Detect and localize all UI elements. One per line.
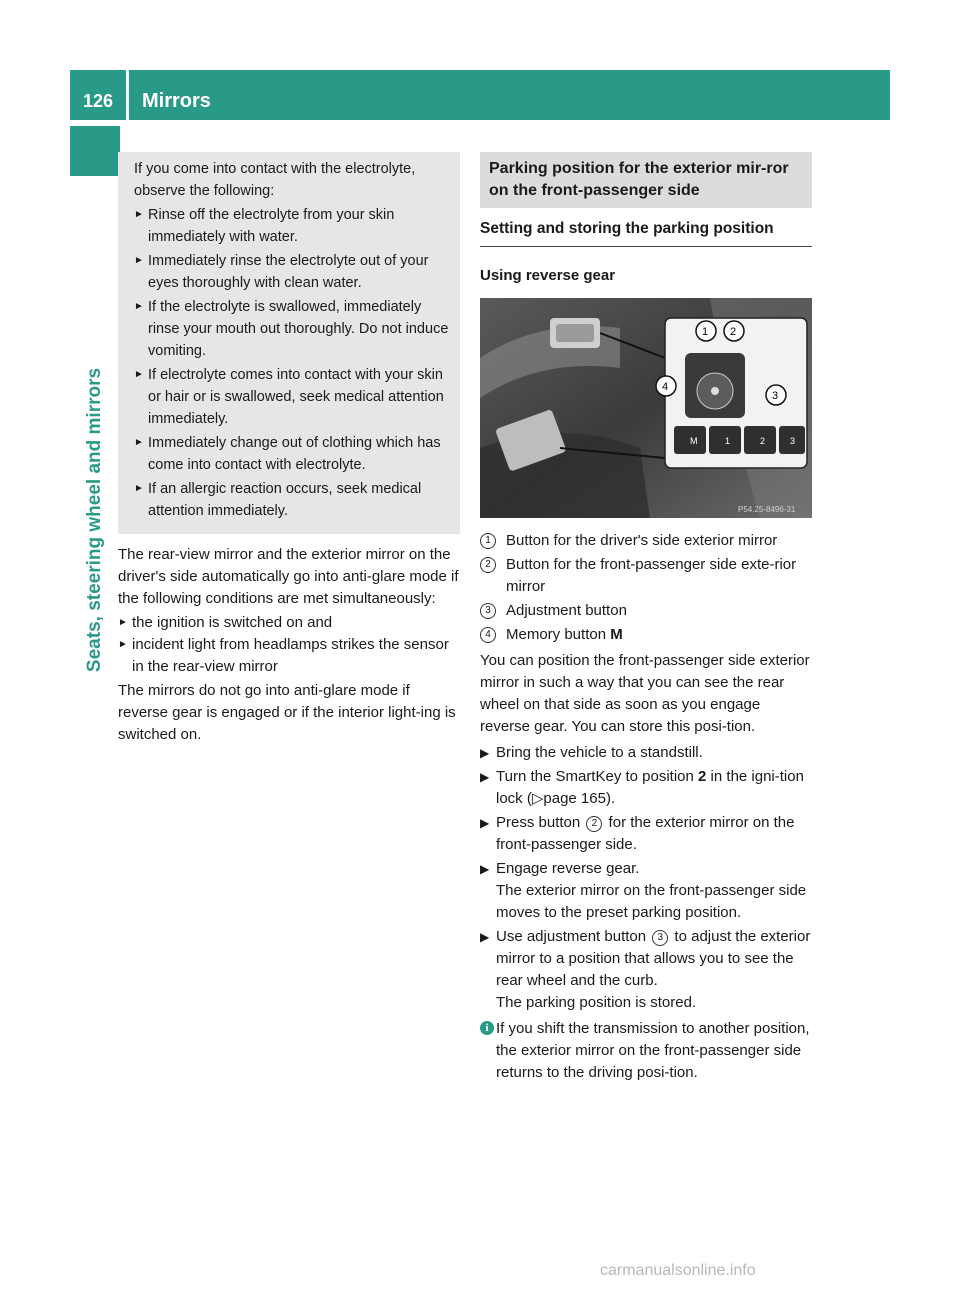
door-panel-figure <box>480 298 812 518</box>
info-note: i If you shift the transmission to another position, the exterior mirror on the front-passenger side returns to the driving posi-tion. <box>480 1018 812 1084</box>
list-item: ► incident light from headlamps strikes the sensor in the rear-view mirror <box>118 636 449 675</box>
warning-box <box>118 152 460 534</box>
step-item: ▶ Bring the vehicle to a standstill. <box>480 744 703 761</box>
info-icon: i <box>480 1021 494 1035</box>
page-number: 126 <box>82 91 114 111</box>
svg-text:1: 1 <box>702 326 709 338</box>
section-title: Parking position for the exterior mir-ror on the front-passenger side <box>480 152 812 208</box>
step-item: ▶ Turn the SmartKey to position 2 in the igni-tion lock (▷page 165). <box>480 768 804 807</box>
svg-text:3: 3 <box>772 390 779 402</box>
warning-list <box>134 204 452 522</box>
legend-item: 3 Adjustment button <box>480 600 812 622</box>
watermark: carmanualsonline.info <box>600 1262 756 1279</box>
list-item: ► If an allergic reaction occurs, seek medical attention immediately. <box>134 481 422 519</box>
step-item: ▶ Press button 2 for the exterior mirror on the front-passenger side. <box>480 814 795 853</box>
figure-code: P54.25-8496-31 <box>738 505 796 514</box>
side-tab-label: Seats, steering wheel and mirrors <box>84 367 105 673</box>
paragraph: You can position the front-passenger side exterior mirror in such a way that you can see the rear wheel on that side as soon as you engage reverse gear. You can store this posi-tion. <box>480 652 810 735</box>
memory-button-label: M <box>690 436 698 446</box>
subheading: Setting and storing the parking position <box>480 220 812 247</box>
legend-item: 2 Button for the front-passenger side exte-rior mirror <box>480 554 812 598</box>
svg-text:4: 4 <box>662 381 669 393</box>
door-panel-image <box>480 298 812 518</box>
subsubheading: Using reverse gear <box>480 267 616 284</box>
warning-intro: If you come into contact with the electrolyte, observe the following: <box>134 161 416 199</box>
side-tab <box>70 250 120 790</box>
conditions-list <box>118 612 460 678</box>
legend-item: 4 Memory button M <box>480 624 812 646</box>
side-tab-marker <box>70 126 120 176</box>
step-item: ▶ Use adjustment button 3 to adjust the exterior mirror to a position that allows you to see the rear wheel and the curb. The parking position is stored. <box>480 928 811 1011</box>
svg-text:2: 2 <box>730 326 737 338</box>
left-column <box>118 152 460 746</box>
steps-list <box>480 742 812 1014</box>
preset-button-1-label: 1 <box>725 436 731 446</box>
list-item: ► Immediately rinse the electrolyte out of your eyes thoroughly with clean water. <box>134 253 429 291</box>
right-column <box>480 152 812 1084</box>
list-item: ► the ignition is switched on and <box>118 614 333 631</box>
figure-legend <box>480 530 812 646</box>
legend-item: 1 Button for the driver's side exterior mirror <box>480 530 812 552</box>
header-divider <box>126 70 129 120</box>
step-item: ▶ Engage reverse gear. The exterior mirror on the front-passenger side moves to the preset parking position. <box>480 860 807 921</box>
list-item: ► Rinse off the electrolyte from your skin immediately with water. <box>134 207 395 245</box>
paragraph: The mirrors do not go into anti-glare mode if reverse gear is engaged or if the interior light-ing is switched on. <box>118 682 456 743</box>
page-reference-arrow: ▷ <box>531 790 544 807</box>
preset-button-3-label: 3 <box>790 436 796 446</box>
preset-button-2-label: 2 <box>760 436 766 446</box>
page-reference: page 165). <box>543 790 616 807</box>
paragraph: The rear-view mirror and the exterior mirror on the driver's side automatically go into anti-glare mode if the following conditions are met simultaneously: <box>118 546 459 607</box>
list-item: ► Immediately change out of clothing which has come into contact with electrolyte. <box>134 435 441 473</box>
chapter-title: Mirrors <box>142 90 211 112</box>
list-item: ► If the electrolyte is swallowed, immediately rinse your mouth out thoroughly. Do not induce vomiting. <box>134 299 449 359</box>
list-item: ► If electrolyte comes into contact with your skin or hair or is swallowed, seek medical attention immediately. <box>134 367 444 427</box>
